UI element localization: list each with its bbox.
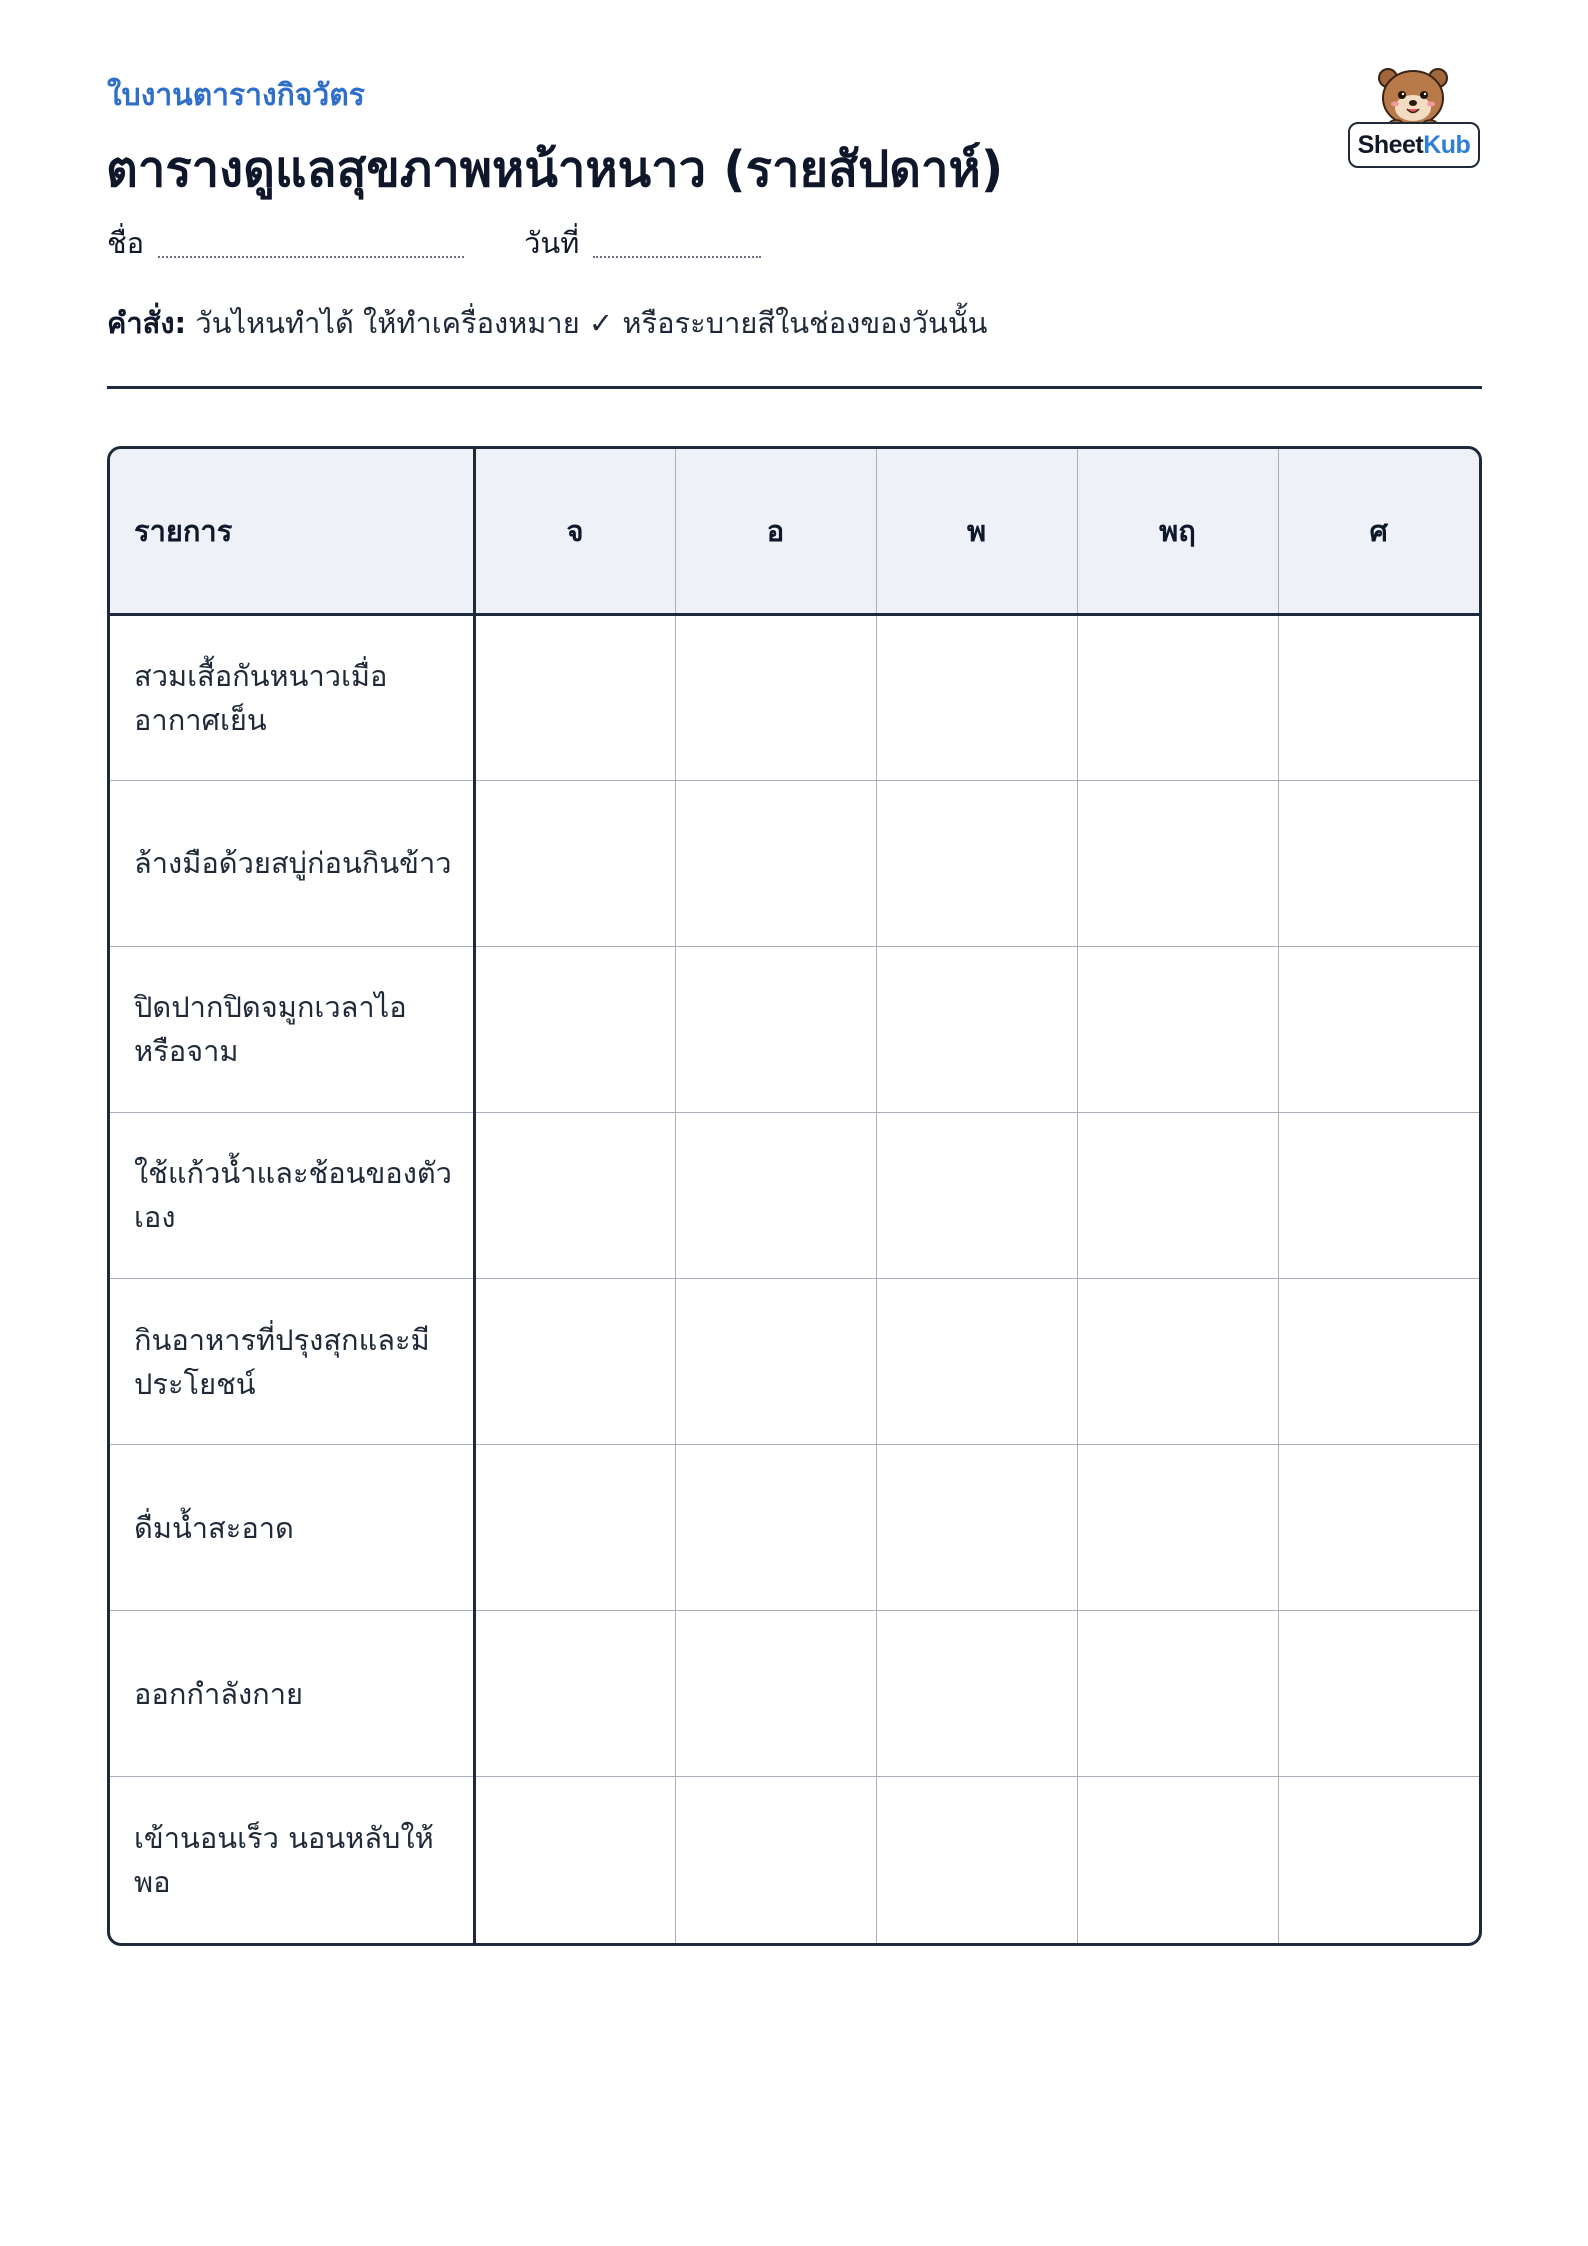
student-info-row xyxy=(107,226,761,266)
check-cell[interactable] xyxy=(876,1777,1077,1943)
check-cell[interactable] xyxy=(474,1777,675,1943)
table-row xyxy=(110,614,1479,780)
habit-label: ออกกำลังกาย xyxy=(110,1611,474,1777)
check-cell[interactable] xyxy=(1278,946,1479,1112)
check-cell[interactable] xyxy=(876,1611,1077,1777)
worksheet-kicker: ใบงานตารางกิจวัตร xyxy=(107,78,365,113)
date-label: วันที่ xyxy=(524,226,580,260)
check-cell[interactable] xyxy=(1077,1611,1278,1777)
check-cell[interactable] xyxy=(1077,1112,1278,1278)
column-header-day: จ xyxy=(474,449,675,614)
check-cell[interactable] xyxy=(675,1112,876,1278)
logo-wordmark xyxy=(1348,122,1480,168)
check-cell[interactable] xyxy=(1278,1279,1479,1445)
instructions-text: วันไหนทำได้ ให้ทำเครื่องหมาย ✓ หรือระบายสีในช่องของวันนั้น xyxy=(195,306,988,340)
check-cell[interactable] xyxy=(675,1777,876,1943)
check-cell[interactable] xyxy=(876,1445,1077,1611)
page-title: ตารางดูแลสุขภาพหน้าหนาว (รายสัปดาห์) xyxy=(106,141,1004,198)
check-cell[interactable] xyxy=(1278,1777,1479,1943)
instructions-label: คำสั่ง: xyxy=(107,306,187,340)
check-cell[interactable] xyxy=(474,1611,675,1777)
date-field[interactable] xyxy=(593,255,761,258)
check-cell[interactable] xyxy=(675,1611,876,1777)
check-cell[interactable] xyxy=(675,1279,876,1445)
habit-label: ใช้แก้วน้ำและช้อนของตัวเอง xyxy=(110,1112,474,1278)
check-cell[interactable] xyxy=(1278,614,1479,780)
check-cell[interactable] xyxy=(1077,1777,1278,1943)
table-row xyxy=(110,1777,1479,1943)
table-row xyxy=(110,1611,1479,1777)
table-row xyxy=(110,1112,1479,1278)
logo-wordmark-part2: Kub xyxy=(1423,131,1471,159)
habit-tracker-table xyxy=(107,446,1482,1946)
check-cell[interactable] xyxy=(876,780,1077,946)
header-divider xyxy=(107,386,1482,389)
check-cell[interactable] xyxy=(474,1112,675,1278)
otter-mascot-icon xyxy=(1374,64,1452,128)
check-cell[interactable] xyxy=(1278,1112,1479,1278)
check-cell[interactable] xyxy=(474,614,675,780)
check-cell[interactable] xyxy=(1077,1445,1278,1611)
logo-wordmark-part1: Sheet xyxy=(1357,131,1424,159)
check-cell[interactable] xyxy=(474,946,675,1112)
check-cell[interactable] xyxy=(876,946,1077,1112)
check-cell[interactable] xyxy=(675,614,876,780)
column-header-day: พฤ xyxy=(1077,449,1278,614)
check-cell[interactable] xyxy=(876,1112,1077,1278)
column-header-day: ศ xyxy=(1278,449,1479,614)
instructions xyxy=(107,300,987,346)
check-cell[interactable] xyxy=(876,1279,1077,1445)
check-cell[interactable] xyxy=(1077,614,1278,780)
check-cell[interactable] xyxy=(474,780,675,946)
check-cell[interactable] xyxy=(1278,780,1479,946)
habit-label: เข้านอนเร็ว นอนหลับให้พอ xyxy=(110,1777,474,1943)
check-cell[interactable] xyxy=(1278,1611,1479,1777)
table-row xyxy=(110,1279,1479,1445)
check-cell[interactable] xyxy=(474,1445,675,1611)
check-cell[interactable] xyxy=(1077,946,1278,1112)
column-header-day: อ xyxy=(675,449,876,614)
column-header-items: รายการ xyxy=(110,449,474,614)
habit-label: สวมเสื้อกันหนาวเมื่ออากาศเย็น xyxy=(110,614,474,780)
name-label: ชื่อ xyxy=(107,226,145,260)
sheetkub-logo xyxy=(1344,62,1484,170)
check-cell[interactable] xyxy=(474,1279,675,1445)
table-header-row xyxy=(110,449,1479,614)
habit-label: กินอาหารที่ปรุงสุกและมีประโยชน์ xyxy=(110,1279,474,1445)
check-cell[interactable] xyxy=(675,946,876,1112)
table-row xyxy=(110,946,1479,1112)
habit-label: ปิดปากปิดจมูกเวลาไอหรือจาม xyxy=(110,946,474,1112)
habit-label: ล้างมือด้วยสบู่ก่อนกินข้าว xyxy=(110,780,474,946)
check-cell[interactable] xyxy=(1278,1445,1479,1611)
table-row xyxy=(110,780,1479,946)
name-field[interactable] xyxy=(158,255,464,258)
table-row xyxy=(110,1445,1479,1611)
column-header-day: พ xyxy=(876,449,1077,614)
check-cell[interactable] xyxy=(1077,780,1278,946)
check-cell[interactable] xyxy=(876,614,1077,780)
check-cell[interactable] xyxy=(1077,1279,1278,1445)
habit-label: ดื่มน้ำสะอาด xyxy=(110,1445,474,1611)
check-cell[interactable] xyxy=(675,780,876,946)
check-cell[interactable] xyxy=(675,1445,876,1611)
